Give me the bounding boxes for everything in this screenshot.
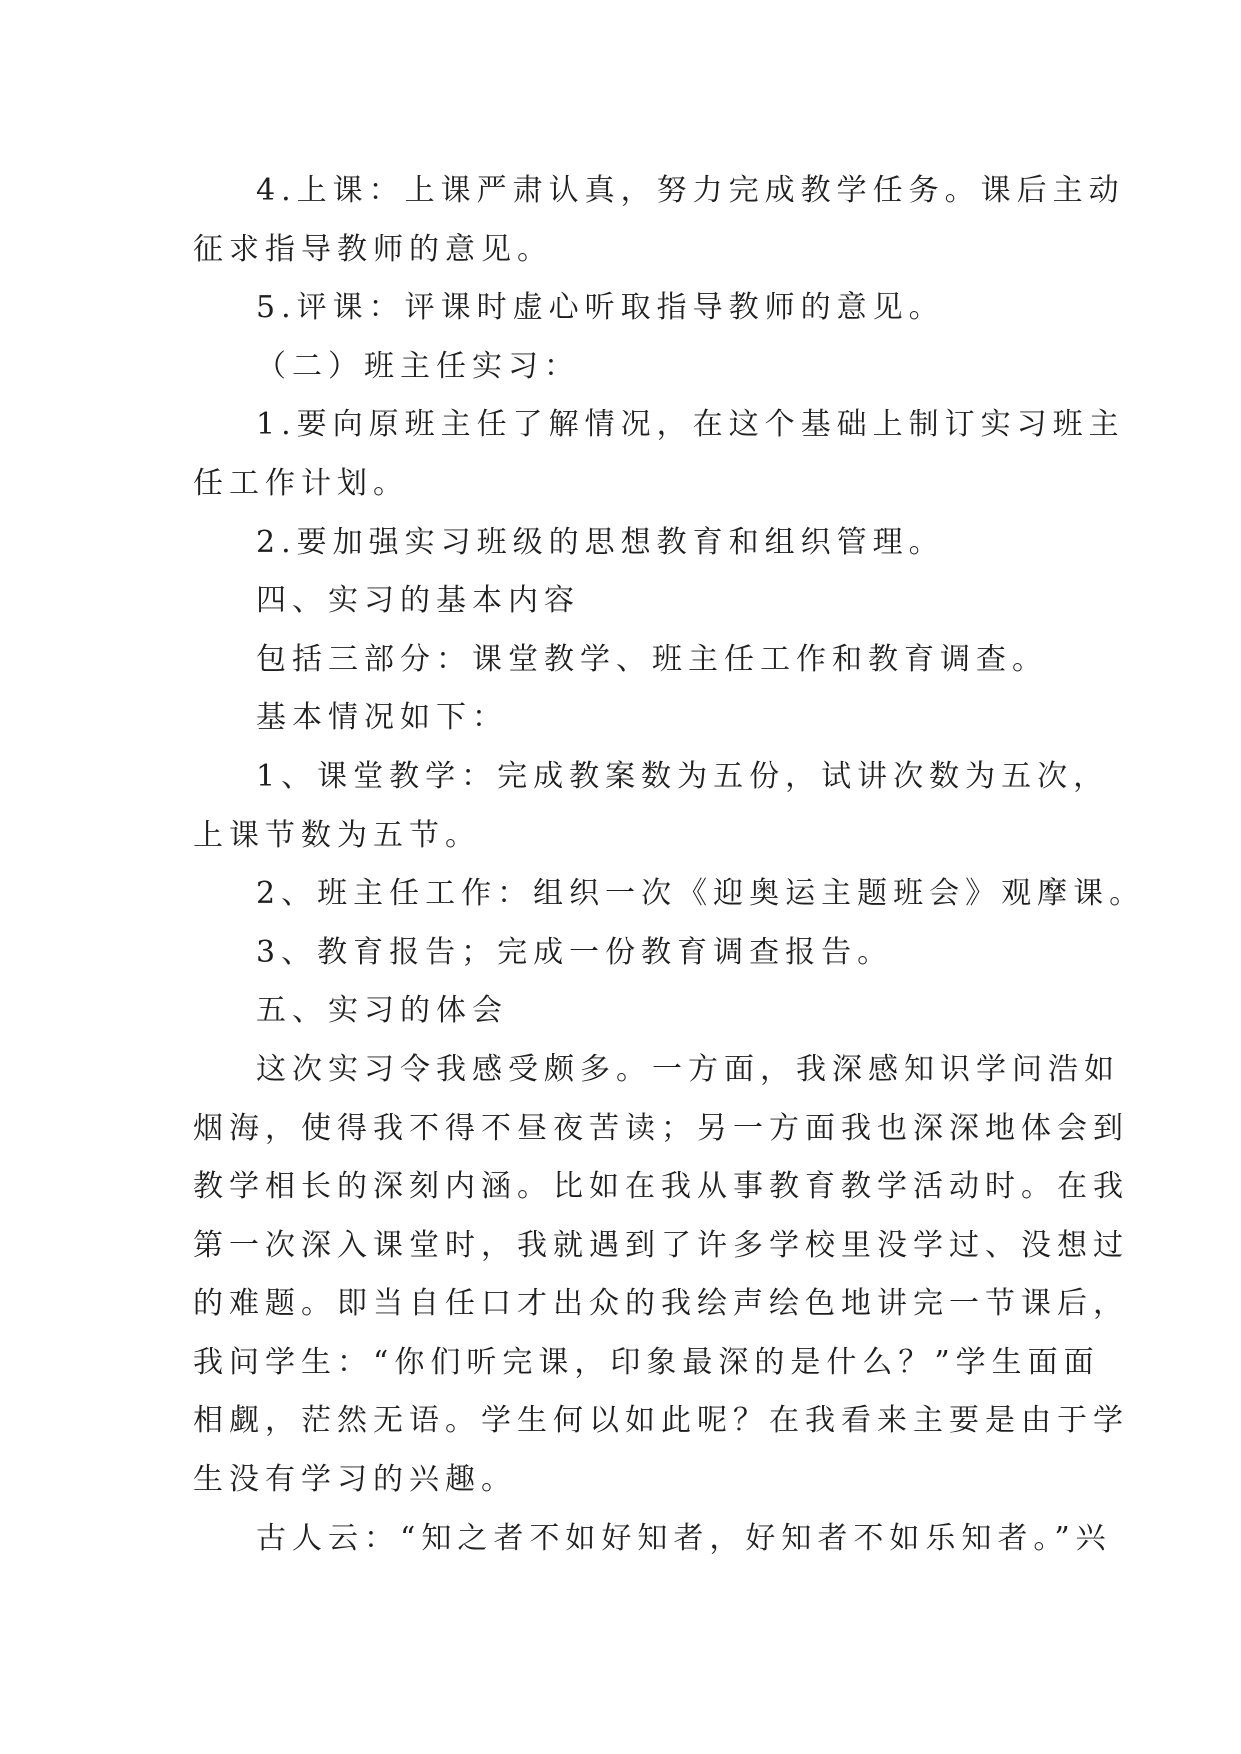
text-line: 5.评课：评课时虚心听取指导教师的意见。	[256, 290, 945, 326]
text-line: 第一次深入课堂时，我就遇到了许多学校里没学过、没想过	[193, 1227, 1129, 1263]
text-line: 3、教育报告；完成一份教育调查报告。	[256, 934, 894, 970]
text-line: 烟海，使得我不得不昼夜苦读；另一方面我也深深地体会到	[193, 1110, 1129, 1146]
section-heading: （二）班主任实习：	[256, 348, 580, 384]
text-line: 古人云：“知之者不如好知者，好知者不如乐知者。”兴	[256, 1520, 1112, 1556]
text-line: 教学相长的深刻内涵。比如在我从事教育教学活动时。在我	[193, 1169, 1129, 1205]
text-line: 我问学生：“你们听完课，印象最深的是什么？”学生面面	[193, 1344, 1100, 1380]
text-line: 生没有学习的兴趣。	[193, 1462, 517, 1498]
section-heading: 五、实习的体会	[256, 993, 508, 1029]
section-heading: 四、实习的基本内容	[256, 583, 580, 619]
document-body	[193, 162, 1146, 1568]
text-line: 基本情况如下：	[256, 700, 508, 736]
text-line: 1、课堂教学：完成教案数为五份，试讲次数为五次，	[256, 758, 1110, 794]
text-line: 2.要加强实习班级的思想教育和组织管理。	[256, 524, 945, 560]
text-line: 的难题。即当自任口才出众的我绘声绘色地讲完一节课后，	[193, 1286, 1129, 1322]
text-line: 相觑，茫然无语。学生何以如此呢？在我看来主要是由于学	[193, 1403, 1129, 1439]
text-line: 任工作计划。	[193, 465, 409, 501]
text-line: 征求指导教师的意见。	[193, 231, 553, 267]
text-line: 包括三部分：课堂教学、班主任工作和教育调查。	[256, 641, 1048, 677]
text-line: 2、班主任工作：组织一次《迎奥运主题班会》观摩课。	[256, 876, 1146, 912]
text-line: 4.上课：上课严肃认真，努力完成教学任务。课后主动	[256, 173, 1125, 208]
text-line: 1.要向原班主任了解情况，在这个基础上制订实习班主	[256, 407, 1125, 443]
text-line: 这次实习令我感受颇多。一方面，我深感知识学问浩如	[256, 1051, 1120, 1087]
text-line: 上课节数为五节。	[193, 817, 481, 853]
